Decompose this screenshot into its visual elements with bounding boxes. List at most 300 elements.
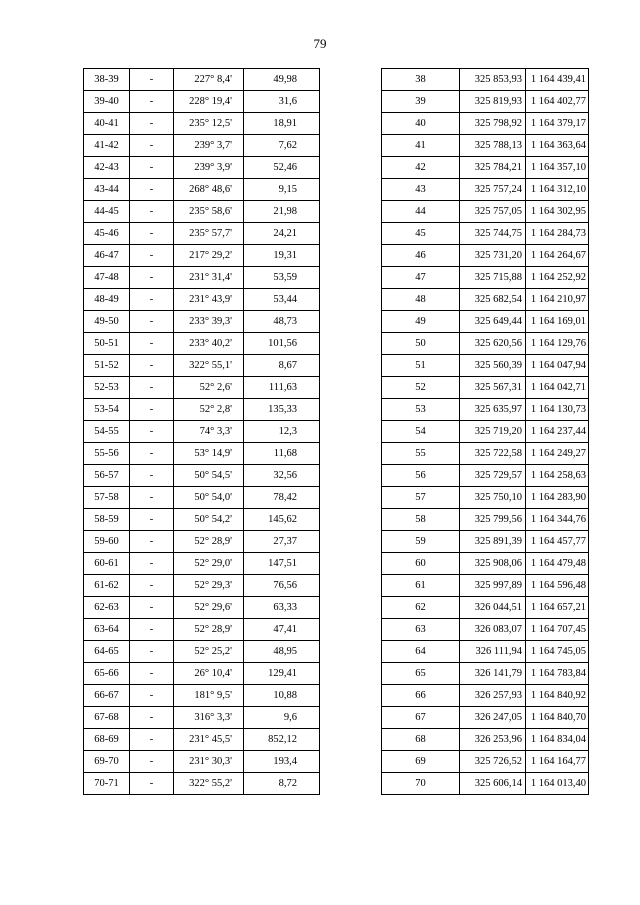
bearing-cell: 52° 29,0' — [174, 553, 244, 575]
bearing-cell: 235° 58,6' — [174, 201, 244, 223]
dash-cell: - — [130, 707, 174, 729]
table-row — [84, 751, 320, 773]
bearing-cell: 322° 55,2' — [174, 773, 244, 795]
segment-cell: 45-46 — [84, 223, 130, 245]
dash-cell: - — [130, 289, 174, 311]
table-row — [84, 355, 320, 377]
x-coordinate-cell: 325 819,93 — [460, 91, 526, 113]
distance-cell: 101,56 — [244, 333, 320, 355]
table-row — [84, 443, 320, 465]
table-row — [382, 69, 589, 91]
point-number-cell: 58 — [382, 509, 460, 531]
bearing-cell: 233° 39,3' — [174, 311, 244, 333]
table-row — [382, 267, 589, 289]
point-number-cell: 51 — [382, 355, 460, 377]
y-coordinate-cell: 1 164 439,41 — [526, 69, 589, 91]
table-row — [382, 641, 589, 663]
distance-cell: 48,95 — [244, 641, 320, 663]
bearing-cell: 52° 28,9' — [174, 619, 244, 641]
distance-cell: 32,56 — [244, 465, 320, 487]
dash-cell: - — [130, 487, 174, 509]
distance-cell: 9,6 — [244, 707, 320, 729]
point-number-cell: 43 — [382, 179, 460, 201]
segment-cell: 54-55 — [84, 421, 130, 443]
table-row — [84, 399, 320, 421]
point-number-cell: 38 — [382, 69, 460, 91]
x-coordinate-cell: 326 253,96 — [460, 729, 526, 751]
bearing-cell: 52° 29,6' — [174, 597, 244, 619]
table-row — [382, 201, 589, 223]
bearing-cell: 52° 25,2' — [174, 641, 244, 663]
table-row — [382, 311, 589, 333]
segment-cell: 65-66 — [84, 663, 130, 685]
distance-cell: 7,62 — [244, 135, 320, 157]
bearing-cell: 53° 14,9' — [174, 443, 244, 465]
table-row — [84, 179, 320, 201]
table-row — [84, 69, 320, 91]
table-row — [84, 619, 320, 641]
bearing-cell: 231° 45,5' — [174, 729, 244, 751]
dash-cell: - — [130, 399, 174, 421]
distance-cell: 8,67 — [244, 355, 320, 377]
table-row — [382, 157, 589, 179]
segment-cell: 48-49 — [84, 289, 130, 311]
dash-cell: - — [130, 641, 174, 663]
point-number-cell: 55 — [382, 443, 460, 465]
y-coordinate-cell: 1 164 252,92 — [526, 267, 589, 289]
point-number-cell: 68 — [382, 729, 460, 751]
table-row — [84, 91, 320, 113]
table-row — [84, 509, 320, 531]
dash-cell: - — [130, 509, 174, 531]
distance-cell: 63,33 — [244, 597, 320, 619]
table-row — [84, 333, 320, 355]
point-number-cell: 57 — [382, 487, 460, 509]
segment-cell: 44-45 — [84, 201, 130, 223]
y-coordinate-cell: 1 164 210,97 — [526, 289, 589, 311]
point-number-cell: 56 — [382, 465, 460, 487]
point-number-cell: 42 — [382, 157, 460, 179]
segment-cell: 60-61 — [84, 553, 130, 575]
distance-cell: 21,98 — [244, 201, 320, 223]
table-row — [84, 135, 320, 157]
y-coordinate-cell: 1 164 657,21 — [526, 597, 589, 619]
table-row — [84, 289, 320, 311]
distance-cell: 111,63 — [244, 377, 320, 399]
dash-cell: - — [130, 245, 174, 267]
distance-cell: 24,21 — [244, 223, 320, 245]
table-row — [84, 707, 320, 729]
point-number-cell: 60 — [382, 553, 460, 575]
table-row — [382, 575, 589, 597]
distance-cell: 12,3 — [244, 421, 320, 443]
distance-cell: 78,42 — [244, 487, 320, 509]
y-coordinate-cell: 1 164 249,27 — [526, 443, 589, 465]
table-row — [382, 91, 589, 113]
segment-cell: 70-71 — [84, 773, 130, 795]
dash-cell: - — [130, 553, 174, 575]
table-row — [84, 531, 320, 553]
distance-cell: 47,41 — [244, 619, 320, 641]
distance-cell: 31,6 — [244, 91, 320, 113]
segment-cell: 68-69 — [84, 729, 130, 751]
y-coordinate-cell: 1 164 312,10 — [526, 179, 589, 201]
segment-cell: 69-70 — [84, 751, 130, 773]
table-row — [84, 421, 320, 443]
bearing-cell: 181° 9,5' — [174, 685, 244, 707]
point-number-cell: 64 — [382, 641, 460, 663]
y-coordinate-cell: 1 164 130,73 — [526, 399, 589, 421]
dash-cell: - — [130, 619, 174, 641]
bearing-cell: 235° 12,5' — [174, 113, 244, 135]
segment-cell: 56-57 — [84, 465, 130, 487]
point-number-cell: 39 — [382, 91, 460, 113]
segment-cell: 62-63 — [84, 597, 130, 619]
bearing-cell: 227° 8,4' — [174, 69, 244, 91]
x-coordinate-cell: 325 853,93 — [460, 69, 526, 91]
x-coordinate-cell: 326 083,07 — [460, 619, 526, 641]
table-row — [84, 729, 320, 751]
segment-cell: 67-68 — [84, 707, 130, 729]
bearing-cell: 239° 3,7' — [174, 135, 244, 157]
table-row — [382, 751, 589, 773]
segment-cell: 57-58 — [84, 487, 130, 509]
segment-cell: 41-42 — [84, 135, 130, 157]
point-number-cell: 45 — [382, 223, 460, 245]
segment-cell: 55-56 — [84, 443, 130, 465]
bearings-distances-table-body — [84, 69, 320, 795]
table-row — [84, 575, 320, 597]
dash-cell: - — [130, 135, 174, 157]
y-coordinate-cell: 1 164 264,67 — [526, 245, 589, 267]
table-row — [382, 531, 589, 553]
y-coordinate-cell: 1 164 707,45 — [526, 619, 589, 641]
y-coordinate-cell: 1 164 283,90 — [526, 487, 589, 509]
point-number-cell: 53 — [382, 399, 460, 421]
table-row — [84, 201, 320, 223]
bearing-cell: 74° 3,3' — [174, 421, 244, 443]
y-coordinate-cell: 1 164 047,94 — [526, 355, 589, 377]
coordinates-table-body — [382, 69, 589, 795]
segment-cell: 52-53 — [84, 377, 130, 399]
table-row — [382, 113, 589, 135]
distance-cell: 19,31 — [244, 245, 320, 267]
bearing-cell: 322° 55,1' — [174, 355, 244, 377]
bearing-cell: 50° 54,0' — [174, 487, 244, 509]
x-coordinate-cell: 325 567,31 — [460, 377, 526, 399]
table-row — [84, 113, 320, 135]
table-row — [84, 773, 320, 795]
y-coordinate-cell: 1 164 745,05 — [526, 641, 589, 663]
y-coordinate-cell: 1 164 164,77 — [526, 751, 589, 773]
segment-cell: 49-50 — [84, 311, 130, 333]
table-row — [382, 443, 589, 465]
segment-cell: 66-67 — [84, 685, 130, 707]
bearing-cell: 235° 57,7' — [174, 223, 244, 245]
x-coordinate-cell: 325 560,39 — [460, 355, 526, 377]
x-coordinate-cell: 325 757,05 — [460, 201, 526, 223]
x-coordinate-cell: 325 722,58 — [460, 443, 526, 465]
bearing-cell: 228° 19,4' — [174, 91, 244, 113]
table-row — [84, 157, 320, 179]
x-coordinate-cell: 325 726,52 — [460, 751, 526, 773]
x-coordinate-cell: 325 798,92 — [460, 113, 526, 135]
y-coordinate-cell: 1 164 402,77 — [526, 91, 589, 113]
bearing-cell: 52° 29,3' — [174, 575, 244, 597]
bearing-cell: 231° 31,4' — [174, 267, 244, 289]
segment-cell: 40-41 — [84, 113, 130, 135]
distance-cell: 27,37 — [244, 531, 320, 553]
point-number-cell: 59 — [382, 531, 460, 553]
distance-cell: 147,51 — [244, 553, 320, 575]
bearing-cell: 217° 29,2' — [174, 245, 244, 267]
dash-cell: - — [130, 663, 174, 685]
point-number-cell: 61 — [382, 575, 460, 597]
distance-cell: 49,98 — [244, 69, 320, 91]
distance-cell: 145,62 — [244, 509, 320, 531]
x-coordinate-cell: 325 908,06 — [460, 553, 526, 575]
table-row — [84, 267, 320, 289]
distance-cell: 193,4 — [244, 751, 320, 773]
table-row — [382, 553, 589, 575]
distance-cell: 53,59 — [244, 267, 320, 289]
x-coordinate-cell: 325 750,10 — [460, 487, 526, 509]
distance-cell: 9,15 — [244, 179, 320, 201]
table-row — [382, 179, 589, 201]
dash-cell: - — [130, 575, 174, 597]
table-row — [84, 245, 320, 267]
x-coordinate-cell: 326 257,93 — [460, 685, 526, 707]
point-number-cell: 65 — [382, 663, 460, 685]
x-coordinate-cell: 326 247,05 — [460, 707, 526, 729]
point-number-cell: 49 — [382, 311, 460, 333]
table-row — [382, 487, 589, 509]
distance-cell: 18,91 — [244, 113, 320, 135]
dash-cell: - — [130, 773, 174, 795]
segment-cell: 39-40 — [84, 91, 130, 113]
table-row — [382, 707, 589, 729]
y-coordinate-cell: 1 164 379,17 — [526, 113, 589, 135]
segment-cell: 43-44 — [84, 179, 130, 201]
y-coordinate-cell: 1 164 013,40 — [526, 773, 589, 795]
y-coordinate-cell: 1 164 042,71 — [526, 377, 589, 399]
table-row — [84, 465, 320, 487]
y-coordinate-cell: 1 164 357,10 — [526, 157, 589, 179]
bearing-cell: 52° 28,9' — [174, 531, 244, 553]
y-coordinate-cell: 1 164 129,76 — [526, 333, 589, 355]
segment-cell: 47-48 — [84, 267, 130, 289]
bearing-cell: 231° 30,3' — [174, 751, 244, 773]
distance-cell: 8,72 — [244, 773, 320, 795]
point-number-cell: 47 — [382, 267, 460, 289]
table-row — [382, 421, 589, 443]
y-coordinate-cell: 1 164 237,44 — [526, 421, 589, 443]
x-coordinate-cell: 325 606,14 — [460, 773, 526, 795]
table-row — [84, 597, 320, 619]
table-row — [382, 465, 589, 487]
table-row — [84, 553, 320, 575]
segment-cell: 61-62 — [84, 575, 130, 597]
x-coordinate-cell: 325 744,75 — [460, 223, 526, 245]
table-row — [382, 245, 589, 267]
dash-cell: - — [130, 465, 174, 487]
table-row — [84, 663, 320, 685]
y-coordinate-cell: 1 164 840,92 — [526, 685, 589, 707]
y-coordinate-cell: 1 164 302,95 — [526, 201, 589, 223]
table-row — [382, 685, 589, 707]
table-row — [84, 377, 320, 399]
y-coordinate-cell: 1 164 596,48 — [526, 575, 589, 597]
dash-cell: - — [130, 311, 174, 333]
coordinates-table — [381, 68, 589, 795]
x-coordinate-cell: 325 649,44 — [460, 311, 526, 333]
dash-cell: - — [130, 223, 174, 245]
x-coordinate-cell: 325 784,21 — [460, 157, 526, 179]
x-coordinate-cell: 326 044,51 — [460, 597, 526, 619]
dash-cell: - — [130, 333, 174, 355]
dash-cell: - — [130, 157, 174, 179]
table-row — [382, 223, 589, 245]
dash-cell: - — [130, 355, 174, 377]
table-row — [382, 663, 589, 685]
bearing-cell: 316° 3,3' — [174, 707, 244, 729]
segment-cell: 38-39 — [84, 69, 130, 91]
table-row — [382, 619, 589, 641]
dash-cell: - — [130, 377, 174, 399]
segment-cell: 50-51 — [84, 333, 130, 355]
page-number: 79 — [313, 36, 327, 51]
table-row — [382, 597, 589, 619]
x-coordinate-cell: 325 620,56 — [460, 333, 526, 355]
table-row — [84, 641, 320, 663]
bearing-cell: 26° 10,4' — [174, 663, 244, 685]
table-row — [382, 377, 589, 399]
dash-cell: - — [130, 729, 174, 751]
point-number-cell: 63 — [382, 619, 460, 641]
distance-cell: 48,73 — [244, 311, 320, 333]
bearing-cell: 239° 3,9' — [174, 157, 244, 179]
point-number-cell: 62 — [382, 597, 460, 619]
x-coordinate-cell: 325 719,20 — [460, 421, 526, 443]
table-row — [382, 509, 589, 531]
bearing-cell: 231° 43,9' — [174, 289, 244, 311]
table-row — [84, 685, 320, 707]
bearing-cell: 50° 54,2' — [174, 509, 244, 531]
dash-cell: - — [130, 597, 174, 619]
x-coordinate-cell: 325 788,13 — [460, 135, 526, 157]
table-row — [84, 487, 320, 509]
point-number-cell: 46 — [382, 245, 460, 267]
table-row — [382, 399, 589, 421]
bearing-cell: 52° 2,8' — [174, 399, 244, 421]
segment-cell: 58-59 — [84, 509, 130, 531]
dash-cell: - — [130, 69, 174, 91]
table-row — [382, 333, 589, 355]
point-number-cell: 44 — [382, 201, 460, 223]
point-number-cell: 69 — [382, 751, 460, 773]
y-coordinate-cell: 1 164 457,77 — [526, 531, 589, 553]
x-coordinate-cell: 326 111,94 — [460, 641, 526, 663]
distance-cell: 11,68 — [244, 443, 320, 465]
table-row — [382, 355, 589, 377]
dash-cell: - — [130, 531, 174, 553]
dash-cell: - — [130, 201, 174, 223]
x-coordinate-cell: 325 891,39 — [460, 531, 526, 553]
bearing-cell: 268° 48,6' — [174, 179, 244, 201]
y-coordinate-cell: 1 164 344,76 — [526, 509, 589, 531]
dash-cell: - — [130, 751, 174, 773]
point-number-cell: 50 — [382, 333, 460, 355]
segment-cell: 51-52 — [84, 355, 130, 377]
x-coordinate-cell: 325 997,89 — [460, 575, 526, 597]
point-number-cell: 40 — [382, 113, 460, 135]
distance-cell: 129,41 — [244, 663, 320, 685]
distance-cell: 852,12 — [244, 729, 320, 751]
bearing-cell: 233° 40,2' — [174, 333, 244, 355]
point-number-cell: 70 — [382, 773, 460, 795]
point-number-cell: 41 — [382, 135, 460, 157]
y-coordinate-cell: 1 164 840,70 — [526, 707, 589, 729]
segment-cell: 46-47 — [84, 245, 130, 267]
bearings-distances-table — [83, 68, 320, 795]
x-coordinate-cell: 325 799,56 — [460, 509, 526, 531]
distance-cell: 53,44 — [244, 289, 320, 311]
point-number-cell: 54 — [382, 421, 460, 443]
y-coordinate-cell: 1 164 284,73 — [526, 223, 589, 245]
x-coordinate-cell: 325 757,24 — [460, 179, 526, 201]
point-number-cell: 52 — [382, 377, 460, 399]
x-coordinate-cell: 325 682,54 — [460, 289, 526, 311]
point-number-cell: 67 — [382, 707, 460, 729]
dash-cell: - — [130, 443, 174, 465]
segment-cell: 53-54 — [84, 399, 130, 421]
x-coordinate-cell: 325 715,88 — [460, 267, 526, 289]
table-row — [382, 729, 589, 751]
table-row — [382, 289, 589, 311]
y-coordinate-cell: 1 164 783,84 — [526, 663, 589, 685]
segment-cell: 64-65 — [84, 641, 130, 663]
dash-cell: - — [130, 685, 174, 707]
distance-cell: 76,56 — [244, 575, 320, 597]
point-number-cell: 66 — [382, 685, 460, 707]
table-row — [84, 223, 320, 245]
x-coordinate-cell: 325 729,57 — [460, 465, 526, 487]
segment-cell: 63-64 — [84, 619, 130, 641]
distance-cell: 52,46 — [244, 157, 320, 179]
bearing-cell: 50° 54,5' — [174, 465, 244, 487]
y-coordinate-cell: 1 164 363,64 — [526, 135, 589, 157]
y-coordinate-cell: 1 164 258,63 — [526, 465, 589, 487]
dash-cell: - — [130, 91, 174, 113]
table-row — [382, 135, 589, 157]
x-coordinate-cell: 325 731,20 — [460, 245, 526, 267]
y-coordinate-cell: 1 164 169,01 — [526, 311, 589, 333]
distance-cell: 10,88 — [244, 685, 320, 707]
dash-cell: - — [130, 421, 174, 443]
dash-cell: - — [130, 267, 174, 289]
x-coordinate-cell: 325 635,97 — [460, 399, 526, 421]
x-coordinate-cell: 326 141,79 — [460, 663, 526, 685]
bearing-cell: 52° 2,6' — [174, 377, 244, 399]
dash-cell: - — [130, 113, 174, 135]
table-row — [84, 311, 320, 333]
point-number-cell: 48 — [382, 289, 460, 311]
dash-cell: - — [130, 179, 174, 201]
segment-cell: 42-43 — [84, 157, 130, 179]
distance-cell: 135,33 — [244, 399, 320, 421]
y-coordinate-cell: 1 164 479,48 — [526, 553, 589, 575]
table-row — [382, 773, 589, 795]
